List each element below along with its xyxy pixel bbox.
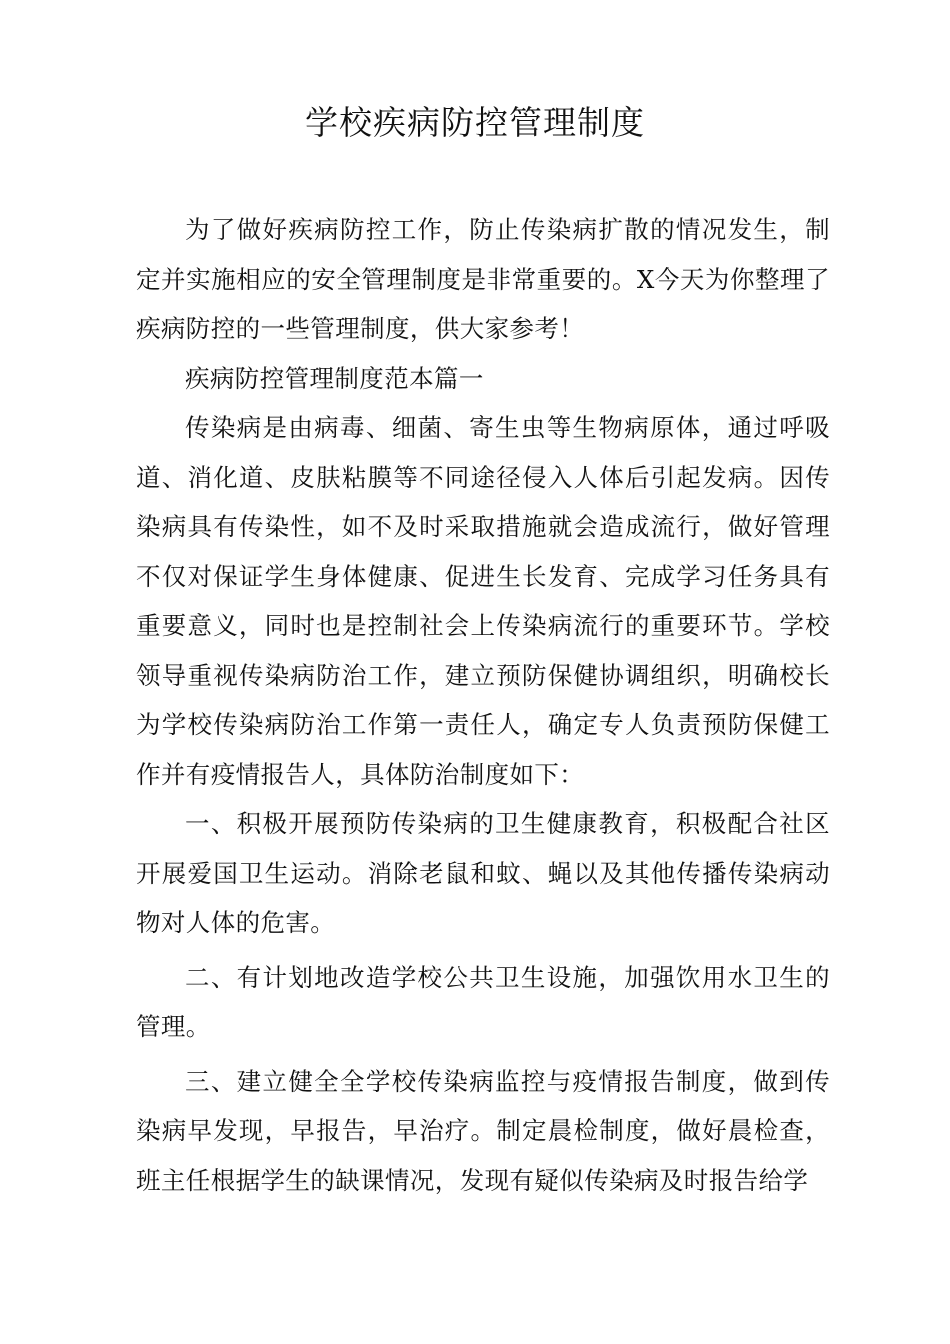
document-title: 学校疾病防控管理制度 bbox=[305, 103, 645, 142]
rule-item-3: 三、建立健全全学校传染病监控与疫情报告制度，做到传染病早发现，早报告，早治疗。制定晨检制度，做好晨检查，班主任根据学生的缺课情况，发现有疑似传染病及时报告给学 bbox=[136, 1066, 830, 1195]
section-heading: 疾病防控管理制度范本篇一 bbox=[185, 363, 484, 393]
rule-item-2: 二、有计划地改造学校公共卫生设施，加强饮用水卫生的管理。 bbox=[136, 962, 830, 1041]
rule-item-1: 一、积极开展预防传染病的卫生健康教育，积极配合社区开展爱国卫生运动。消除老鼠和蚊、蝇以及其他传播传染病动物对人体的危害。 bbox=[136, 809, 830, 937]
intro-paragraph: 为了做好疾病防控工作，防止传染病扩散的情况发生，制定并实施相应的安全管理制度是非常重要的。X今天为你整理了疾病防控的一些管理制度，供大家参考！ bbox=[136, 215, 830, 343]
body-paragraph-main: 传染病是由病毒、细菌、寄生虫等生物病原体，通过呼吸道、消化道、皮肤粘膜等不同途径侵入人体后引起发病。因传染病具有传染性，如不及时采取措施就会造成流行，做好管理不仅对保证学生身体健康、促进生长发育、完成学习任务具有重要意义，同时也是控制社会上传染病流行的重要环节。学校领导重视传染病防治工作，建立预防保健协调组织，明确校长为学校传染病防治工作第一责任人，确定专人负责预防保健工作并有疫情报告人，具体防治制度如下： bbox=[136, 413, 830, 789]
document-body bbox=[136, 205, 830, 1205]
